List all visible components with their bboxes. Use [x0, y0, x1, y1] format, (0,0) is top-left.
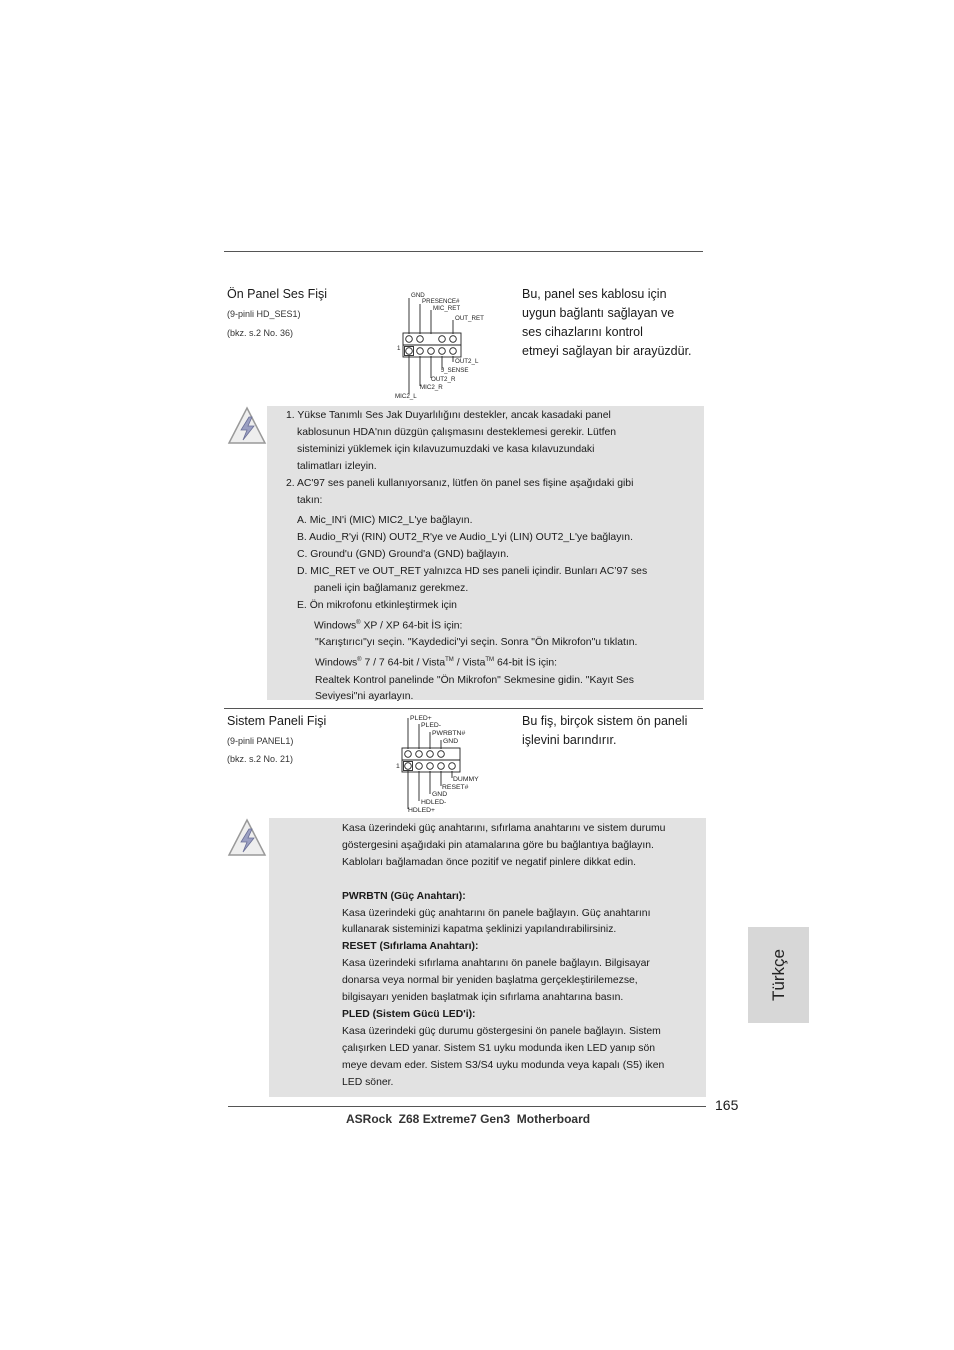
pin-label: HDLED+ — [408, 807, 436, 814]
pin-label: PWRBTN# — [432, 730, 466, 737]
section1-title: Ön Panel Ses Fişi — [227, 287, 328, 301]
footer-product-name: ASRock Z68 Extreme7 Gen3 Motherboard — [346, 1112, 591, 1126]
section2-title: Sistem Paneli Fişi — [227, 714, 327, 728]
system-panel-pin-diagram — [394, 712, 484, 814]
section2-description: Bu fiş, birçok sistem ön paneli işlevini barındırır. — [522, 714, 688, 747]
pin-label: PRESENCE# — [422, 298, 460, 305]
language-tab — [748, 927, 809, 1023]
pin-label: PLED+ — [410, 715, 432, 722]
section1-header-name: (9-pinli HD_SES1) — [227, 309, 301, 319]
pin-label: 1 — [396, 763, 400, 770]
footer-divider — [228, 1106, 706, 1107]
pin-label: OUT_RET — [455, 315, 484, 322]
pin-label: MIC2_L — [395, 393, 417, 400]
pin-label: RESET# — [442, 784, 469, 791]
note1-text: 1. Yükse Tanımlı Ses Jak Duyarlılığını destekler, ancak kasadaki panel kablosunun HDA'nın düzgün çalışmasını desteklemesi gerekir. Lütfen sisteminizi yüklemek için kılavuzumuzdaki ve kasa kılavuzundaki talimatları izleyin. 2. AC'97 ses paneli kullanıyorsanız, lütfen ön panel ses fişine aşağıdaki gibi takın: A. Mic_IN'i (MIC) MIC2_L'ye bağlayın. B. Audio_R'yi (RIN) OUT2_R'ye ve Audio_L'yi (LIN) OUT2_L'ye bağlayın. C. Ground'u (GND) Ground'a (GND) bağlayın. D. MIC_RET ve OUT_RET yalnızca HD ses paneli içindir. Bunları AC’97 ses paneli için bağlamanız gerekmez. E. Ön mikrofonu etkinleştirmek için Windows® XP / XP 64-bit İS için: "Karıştırıcı"yı seçin. "Kaydedici"yi seçin. Sonra "Ön Mikrofon"u tıklatın. Windows® 7 / 7 64-bit / Vista™ / Vista™ 64-bit İS için: Realtek Kontrol panelinde "Ön Mikrofon" Sekmesine gidin. "Kayıt Ses Seviyesi"ni ayarlayın. — [286, 410, 648, 703]
pin-label: GND — [411, 292, 425, 299]
pin-label: MIC2_R — [420, 384, 443, 391]
pin-label: HDLED- — [421, 799, 447, 806]
section1-page-ref: (bkz. s.2 No. 36) — [227, 328, 294, 338]
pin-label: DUMMY — [453, 776, 479, 783]
hd-audio-pin-diagram — [395, 288, 495, 404]
pin-label: J_SENSE — [441, 367, 469, 374]
page-number: 165 — [715, 1097, 739, 1113]
pin-label: OUT2_L — [455, 358, 479, 365]
pin-label: GND — [432, 791, 448, 798]
note2-text: Kasa üzerindeki güç anahtarını, sıfırlama anahtarını ve sistem durumu göstergesini aşağıdaki pin atamalarına göre bu bağlantıya bağlayın. Kabloları bağlamadan önce pozitif ve negatif pinlere dikkat edin. PWRBTN (Güç Anahtarı): Kasa üzerindeki güç anahtarını ön panele bağlayın. Güç anahtarını kullanarak sisteminizi kapatma şeklinizi yapılandırabilirsiniz. RESET (Sıfırlama Anahtarı): Kasa üzerindeki sıfırlama anahtarını ön panele bağlayın. Bilgisayar donarsa veya normal bir yeniden başlatma gerçekleştirilemezse, bilgisayarı yeniden başlatmak için sıfırlama anahtarına basın. PLED (Sistem Gücü LED'i): Kasa üzerindeki güç durumu göstergesini ön panele bağlayın. Sistem çalışırken LED yanar. Sistem S1 uyku modunda iken LED yanıp sön meye devam eder. Sistem S3/S4 uyku modunda veya kapalı (S5) iken LED söner. — [342, 823, 666, 1088]
pin-label: MIC_RET — [433, 305, 461, 312]
section2-header-name: (9-pinli PANEL1) — [227, 736, 294, 746]
pin-label: 1 — [397, 345, 401, 352]
pin-label: GND — [443, 738, 459, 745]
language-tab-label: Türkçe — [768, 949, 788, 1001]
warning-icon — [226, 405, 268, 447]
top-divider — [224, 251, 703, 252]
pin-label: OUT2_R — [431, 376, 456, 383]
mid-divider — [224, 708, 703, 709]
section1-description: Bu, panel ses kablosu için uygun bağlantı sağlayan ve ses cihazlarını kontrol etmeyi sağlayan bir arayüzdür. — [522, 287, 692, 358]
section2-page-ref: (bkz. s.2 No. 21) — [227, 754, 294, 764]
pin-label: PLED- — [421, 722, 442, 729]
warning-icon — [226, 817, 268, 859]
